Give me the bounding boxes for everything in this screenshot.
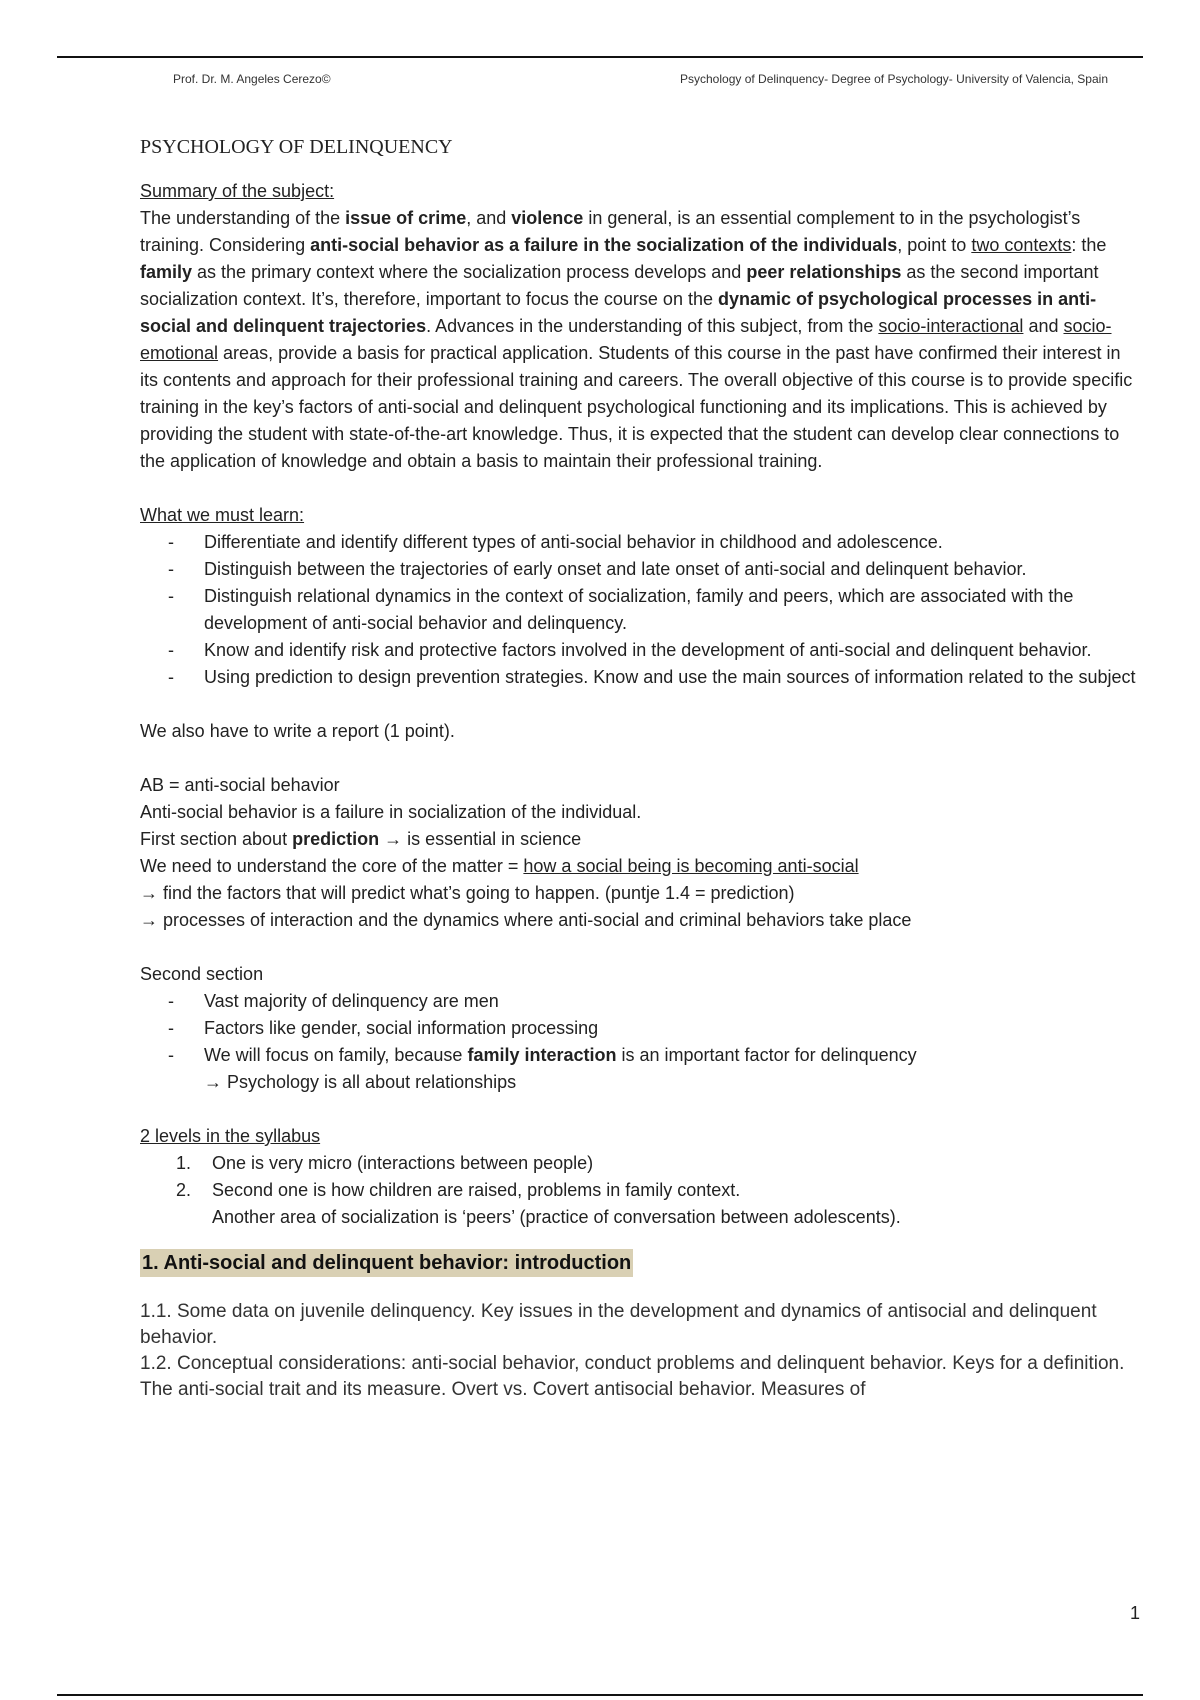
list-item: - Distinguish between the trajectories of early onset and late onset of anti-social and delinquent behavior. (140, 556, 1140, 583)
arrow-note: → Psychology is all about relationships (204, 1072, 517, 1092)
outline-item: 1.1. Some data on juvenile delinquency. Key issues in the development and dynamics of antisocial and delinquent behavior. (140, 1301, 1097, 1348)
text-run: We will focus on family, because (204, 1045, 468, 1065)
note-line: → processes of interaction and the dynamics where anti-social and criminal behaviors take place (140, 910, 912, 930)
text-run: in general, is an essential complement to in the psychologist’s training. Considering (140, 208, 1081, 255)
header-author: Prof. Dr. M. Angeles Cerezo© (173, 72, 331, 86)
underline-run: socio-emotional (140, 316, 1112, 363)
list-number: 2. (176, 1180, 192, 1200)
note-line: → find the factors that will predict what’s going to happen. (puntje 1.4 = prediction) (140, 883, 795, 903)
bold-run: issue of crime (345, 208, 467, 228)
list-item: - Using prediction to design prevention strategies. Know and use the main sources of information related to the subject (140, 664, 1140, 691)
syllabus-extra: Another area of socialization is ‘peers’ (practice of conversation between adolescents). (212, 1207, 901, 1227)
text-run: The understanding of the (140, 208, 346, 228)
text-run: , point to (897, 235, 972, 255)
learn-list (140, 529, 1140, 691)
chapter-section (140, 1243, 1140, 1403)
list-item: - Factors like gender, social information processing (140, 1015, 1140, 1042)
header-course: Psychology of Delinquency- Degree of Psychology- University of Valencia, Spain (680, 72, 1108, 86)
notes-section (140, 772, 1140, 934)
syllabus-list (140, 1150, 1140, 1204)
list-text: Second one is how children are raised, problems in family context. (212, 1180, 741, 1200)
text-run: and (1023, 316, 1064, 336)
underline-run: how a social being is becoming anti-social (523, 856, 859, 876)
note-line: Anti-social behavior is a failure in socialization of the individual. (140, 802, 642, 822)
list-item (140, 1150, 1140, 1177)
list-item: - Differentiate and identify different types of anti-social behavior in childhood and adolescence. (140, 529, 1140, 556)
page-number: 1 (1129, 1603, 1140, 1623)
text-run: → is essential in science (379, 829, 582, 849)
note-line: AB = anti-social behavior (140, 775, 340, 795)
list-text: One is very micro (interactions between people) (212, 1153, 594, 1173)
footer-rule (57, 1694, 1143, 1696)
text-run: First section about (140, 829, 293, 849)
text-run: , and (466, 208, 512, 228)
text-run: as the second important socialization context. It’s, therefore, important to focus the course on the (140, 262, 1099, 309)
underline-run: two contexts (971, 235, 1072, 255)
second-label: Second section (140, 964, 264, 984)
bold-run: peer relationships (746, 262, 902, 282)
text-run: areas, provide a basis for practical application. Students of this course in the past have confirmed their interest in its contents and approach for their professional training and careers. The overall objective of this course is to provide specific training in the key’s factors of anti-social and delinquent psychological functioning and its implications. This is achieved by providing the student with state-of-the-art knowledge. Thus, it is expected that the student can develop clear connections to the application of knowledge and obtain a basis to maintain their professional training. (140, 343, 1133, 471)
bold-run: violence (511, 208, 584, 228)
bold-run: anti-social behavior as a failure in the socialization of the individuals (310, 235, 898, 255)
underline-run: socio-interactional (878, 316, 1024, 336)
summary-label: Summary of the subject: (140, 181, 335, 201)
bold-run: dynamic of psychological processes in anti-social and delinquent trajectories (140, 289, 1097, 336)
chapter-heading: 1. Anti-social and delinquent behavior: introduction (140, 1249, 633, 1277)
text-run: as the primary context where the socialization process develops and (192, 262, 747, 282)
list-item: - Distinguish relational dynamics in the context of socialization, family and peers, which are associated with the development of anti-social behavior and delinquency. (140, 583, 1140, 637)
learn-section (140, 502, 1140, 691)
summary-paragraph (140, 205, 1140, 475)
bold-run: family (140, 262, 193, 282)
note-line (140, 853, 1140, 880)
list-item (140, 1042, 1140, 1069)
list-number: 1. (176, 1153, 192, 1173)
text-run: We need to understand the core of the matter = (140, 856, 524, 876)
outline-item: 1.2. Conceptual considerations: anti-social behavior, conduct problems and delinquent behavior. Keys for a definition. The anti-social trait and its measure. Overt vs. Covert antisocial behavior. Measures of (140, 1353, 1125, 1400)
note-line (140, 826, 1140, 853)
learn-label: What we must learn: (140, 505, 305, 525)
syllabus-label: 2 levels in the syllabus (140, 1126, 321, 1146)
list-item (140, 1177, 1140, 1204)
second-section (140, 961, 1140, 1096)
syllabus-section (140, 1123, 1140, 1231)
bold-run: prediction (292, 829, 380, 849)
list-item: - Know and identify risk and protective factors involved in the development of anti-social and delinquent behavior. (140, 637, 1140, 664)
text-run: . Advances in the understanding of this subject, from the (426, 316, 879, 336)
page-content (140, 132, 1140, 1403)
summary-section (140, 178, 1140, 475)
second-list (140, 988, 1140, 1069)
text-run: : the (1071, 235, 1107, 255)
report-note: We also have to write a report (1 point). (140, 721, 455, 741)
bold-run: family interaction (467, 1045, 617, 1065)
page-title: PSYCHOLOGY OF DELINQUENCY (140, 136, 453, 158)
list-item: - Vast majority of delinquency are men (140, 988, 1140, 1015)
text-run: is an important factor for delinquency (616, 1045, 917, 1065)
header-rule (57, 56, 1143, 58)
